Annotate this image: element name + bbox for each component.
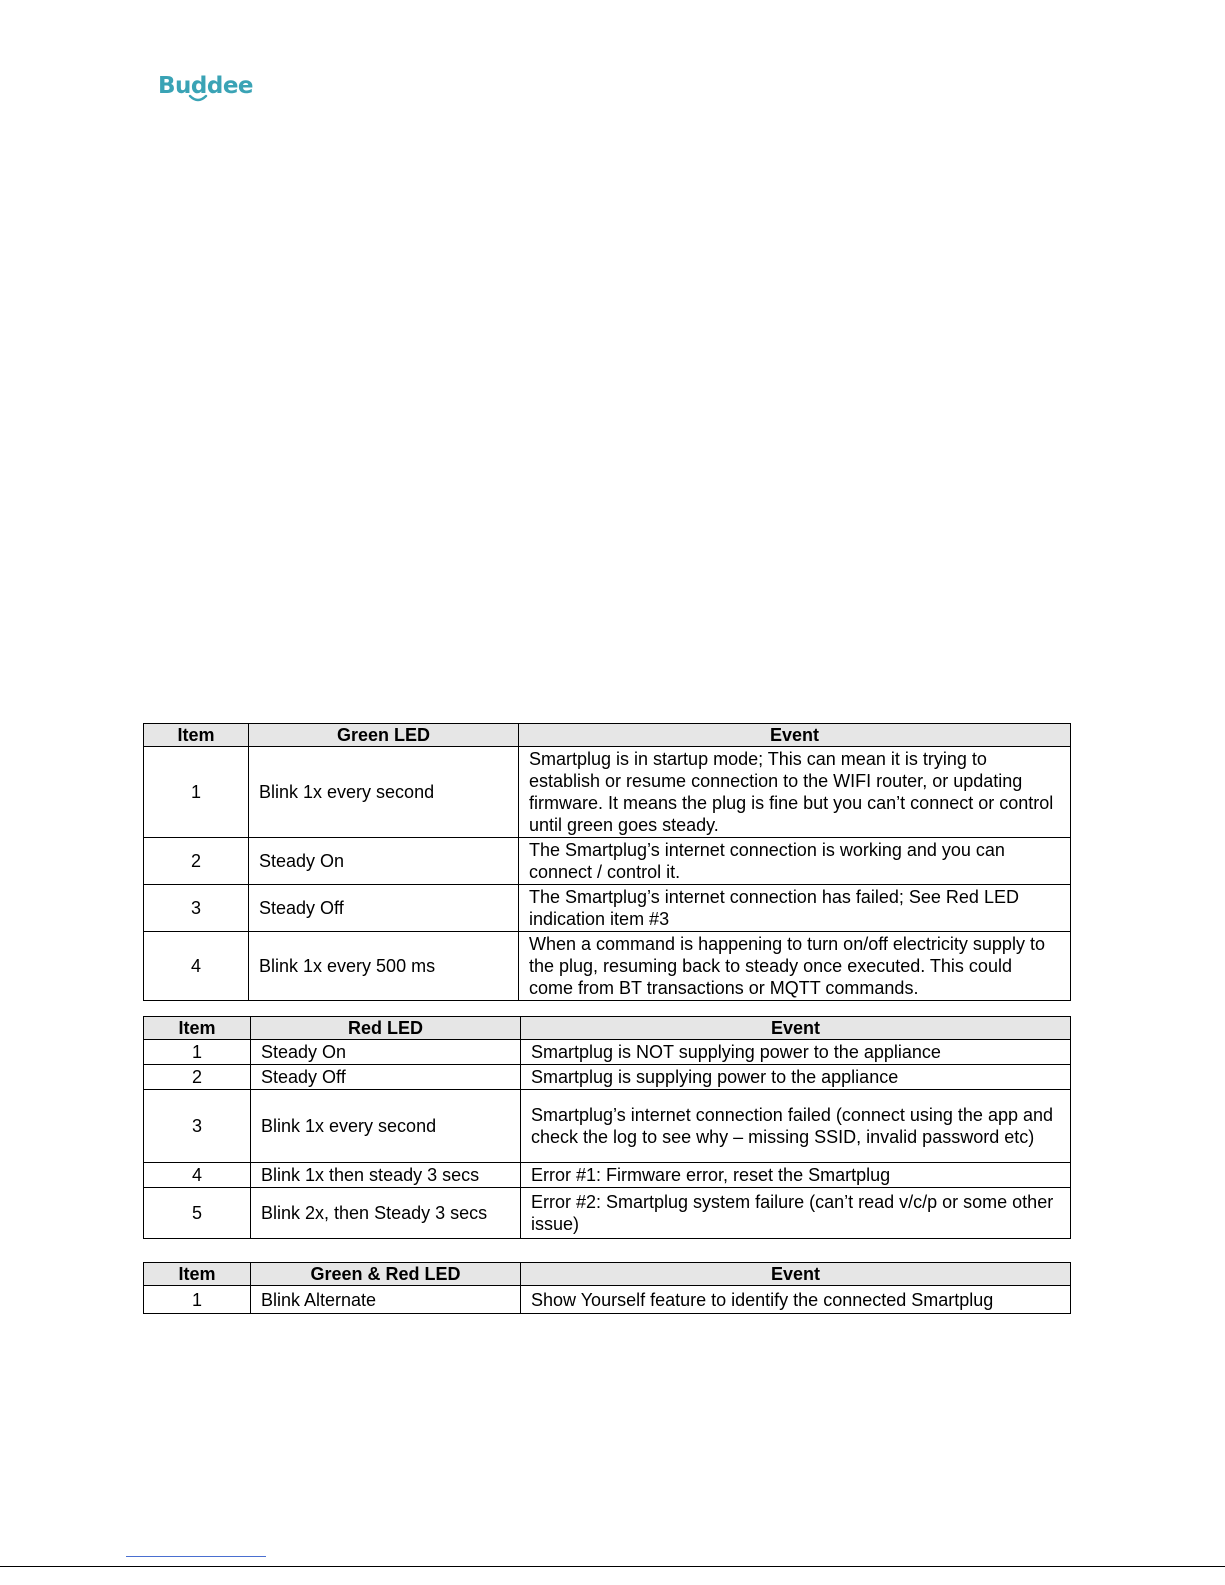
header-red-led: Red LED	[251, 1017, 521, 1040]
event-description: When a command is happening to turn on/off electricity supply to the plug, resuming back to steady once executed. This could come from BT transactions or MQTT commands.	[519, 932, 1071, 1001]
table-row	[144, 1065, 1071, 1090]
table-row	[144, 885, 1071, 932]
event-description: The Smartplug’s internet connection is working and you can connect / control it.	[519, 838, 1071, 885]
red-led-table	[143, 1016, 1071, 1239]
table-row	[144, 1090, 1071, 1163]
smile-icon	[188, 94, 208, 104]
table-header-row	[144, 724, 1071, 747]
header-item: Item	[144, 724, 249, 747]
table-row	[144, 932, 1071, 1001]
led-state: Steady On	[251, 1040, 521, 1065]
item-number: 1	[144, 1286, 251, 1314]
table-row	[144, 747, 1071, 838]
event-description: Error #1: Firmware error, reset the Smartplug	[521, 1163, 1071, 1188]
item-number: 4	[144, 1163, 251, 1188]
table-header-row	[144, 1263, 1071, 1286]
item-number: 4	[144, 932, 249, 1001]
header-item: Item	[144, 1017, 251, 1040]
led-state: Blink 1x every 500 ms	[249, 932, 519, 1001]
item-number: 5	[144, 1188, 251, 1239]
item-number: 3	[144, 885, 249, 932]
item-number: 2	[144, 1065, 251, 1090]
event-description: Smartplug is in startup mode; This can mean it is trying to establish or resume connection to the WIFI router, or updating firmware. It means the plug is fine but you can’t connect or control until green goes steady.	[519, 747, 1071, 838]
header-item: Item	[144, 1263, 251, 1286]
footer-link-underline[interactable]	[126, 1556, 266, 1557]
led-state: Blink 1x every second	[251, 1090, 521, 1163]
table-row	[144, 1040, 1071, 1065]
item-number: 3	[144, 1090, 251, 1163]
event-description: Error #2: Smartplug system failure (can’t read v/c/p or some other issue)	[521, 1188, 1071, 1239]
event-description: The Smartplug’s internet connection has failed; See Red LED indication item #3	[519, 885, 1071, 932]
table-row	[144, 1286, 1071, 1314]
led-state: Steady Off	[249, 885, 519, 932]
header-event: Event	[521, 1263, 1071, 1286]
header-event: Event	[521, 1017, 1071, 1040]
table-row	[144, 1188, 1071, 1239]
event-description: Smartplug is NOT supplying power to the appliance	[521, 1040, 1071, 1065]
buddee-logo	[158, 70, 254, 110]
event-description: Show Yourself feature to identify the connected Smartplug	[521, 1286, 1071, 1314]
green-red-led-table	[143, 1262, 1071, 1314]
header-event: Event	[519, 724, 1071, 747]
header-green-led: Green LED	[249, 724, 519, 747]
table-header-row	[144, 1017, 1071, 1040]
led-state: Blink 1x every second	[249, 747, 519, 838]
led-state: Blink 2x, then Steady 3 secs	[251, 1188, 521, 1239]
page-bottom-divider	[0, 1566, 1225, 1567]
table-row	[144, 838, 1071, 885]
item-number: 1	[144, 747, 249, 838]
event-description: Smartplug’s internet connection failed (connect using the app and check the log to see why – missing SSID, invalid password etc)	[521, 1090, 1071, 1163]
led-state: Blink 1x then steady 3 secs	[251, 1163, 521, 1188]
led-state: Steady On	[249, 838, 519, 885]
green-led-table	[143, 723, 1071, 1001]
event-description: Smartplug is supplying power to the appliance	[521, 1065, 1071, 1090]
brand-name: Buddee	[158, 73, 254, 99]
item-number: 2	[144, 838, 249, 885]
item-number: 1	[144, 1040, 251, 1065]
led-state: Steady Off	[251, 1065, 521, 1090]
header-green-red-led: Green & Red LED	[251, 1263, 521, 1286]
led-state: Blink Alternate	[251, 1286, 521, 1314]
table-row	[144, 1163, 1071, 1188]
